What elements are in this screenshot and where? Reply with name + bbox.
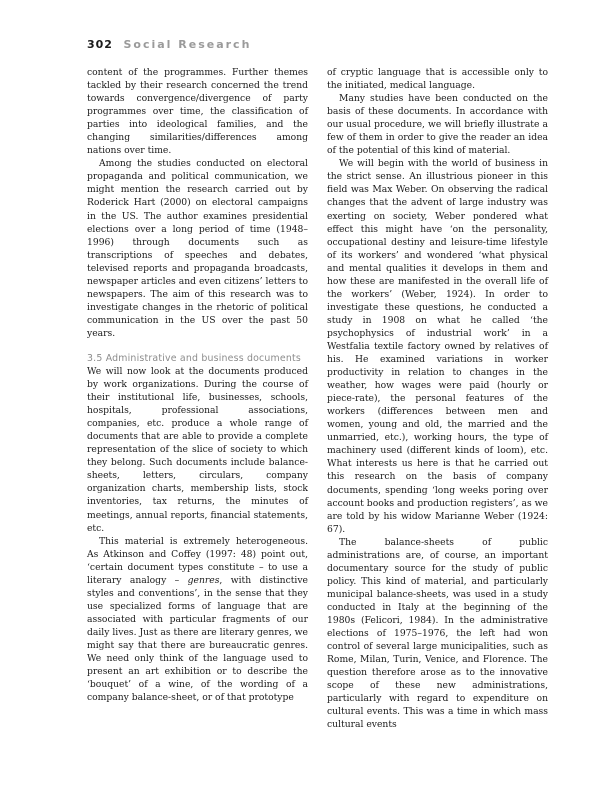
text-run: This material is extremely heterogeneous. As Atkinson and Coffey (1997: 48) point out, ‘certain document types constitute – to use a literary analogy – bbox=[87, 535, 308, 586]
paragraph: The balance-sheets of public administrations are, of course, an important documentary source for the study of public policy. This kind of material, and particularly municipal balance-sheets, was used in a study conducted in Italy at the beginning of the 1980s (Felicori, 1984). In the administrative elections of 1975–1976, the left had won control of several large municipalities, such as Rome, Milan, Turin, Venice, and Florence. The question therefore arose as to the innovative scope of these new administrations, particularly with regard to expenditure on cultural events. This was a time in which mass cultural events bbox=[327, 536, 548, 731]
running-header bbox=[87, 38, 251, 51]
paragraph bbox=[87, 535, 308, 705]
right-column bbox=[327, 66, 548, 731]
paragraph: We will begin with the world of business in the strict sense. An illustrious pioneer in this field was Max Weber. On observing the radical changes that the advent of large industry was exerting on society, Weber pondered what effect this might have ‘on the personality, occupational destiny and leisure-time lifestyle of its workers’ and wondered ‘what physical and mental qualities it develops in them and how these are manifested in the overall life of the workers’ (Weber, 1924). In order to investigate these questions, he conducted a study in 1908 on what he called ‘the psychophysics of industrial work’ in a Westfalia textile factory owned by relatives of his. He examined variations in worker productivity in relation to changes in the weather, how wages were paid (hourly or piece-rate), the personal features of the workers (differences between men and women, young and old, the married and the unmarried, etc.), working hours, the type of machinery used (different kinds of loom), etc. What interests us here is that he carried out this research on the basis of company documents, spending ‘long weeks poring over account books and production registers’, as we are told by his widow Marianne Weber (1924: 67). bbox=[327, 158, 548, 535]
paragraph: of cryptic language that is accessible only to the initiated, medical language. bbox=[327, 67, 548, 92]
section-heading: 3.5 Administrative and business documents bbox=[87, 352, 301, 364]
text-run: , with distinctive styles and conventions’, in the sense that they use specialized forms of language that are associated with particular fragments of our daily lives. Just as there are literary genres, we might say that there are bureaucratic genres. We need only think of the language used to present an art exhibition or to describe the ‘bouquet’ of a wine, of the wording of a company balance-sheet, or of that prototype bbox=[87, 574, 308, 704]
paragraph: Among the studies conducted on electoral propaganda and political communication, we might mention the research carried out by Roderick Hart (2000) on electoral campaigns in the US. The author examines presidential elections over a long period of time (1948–1996) through documents such as transcriptions of speeches and debates, televised reports and propaganda broadcasts, newspaper articles and even citizens’ letters to newspapers. The aim of this research was to investigate changes in the rhetoric of political communication in the US over the past 50 years. bbox=[87, 158, 308, 339]
paragraph: Many studies have been conducted on the basis of these documents. In accordance with our usual procedure, we will briefly illustrate a few of them in order to give the reader an idea of the potential of this kind of material. bbox=[327, 93, 548, 157]
paragraph: We will now look at the documents produced by work organizations. During the course of their institutional life, businesses, schools, hospitals, professional associations, companies, etc. produce a whole range of documents that are able to provide a complete representation of the slice of society to which they belong. Such documents include balance-sheets, letters, circulars, company organization charts, membership lists, stock inventories, tax returns, the minutes of meetings, annual reports, financial statements, etc. bbox=[87, 365, 308, 534]
left-column bbox=[87, 66, 308, 704]
page-number: 302 bbox=[87, 38, 113, 51]
paragraph: content of the programmes. Further themes tackled by their research concerned the trend towards convergence/divergence of party programmes over time, the classification of parties into ideological families, and the changing similarities/differences among nations over time. bbox=[87, 67, 308, 157]
running-title: Social Research bbox=[123, 38, 252, 51]
emphasis: genres bbox=[187, 574, 220, 586]
